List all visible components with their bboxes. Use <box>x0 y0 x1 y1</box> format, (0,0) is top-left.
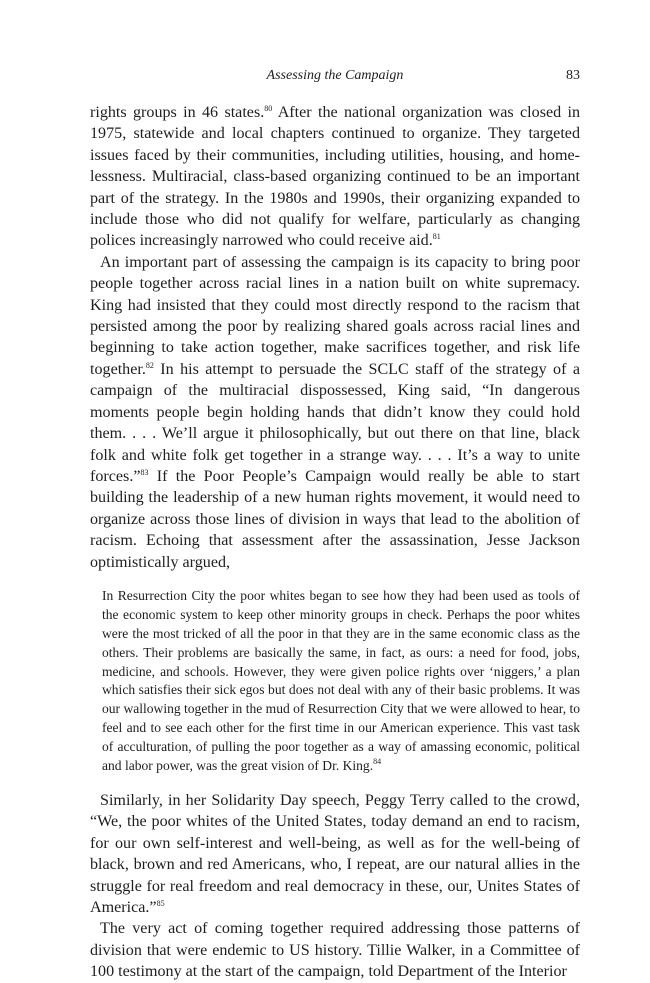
footnote-ref-82: 82 <box>145 360 154 370</box>
paragraph-text: After the national organization was closed in 1975, statewide and local chapters continued to organize. They targeted issues faced by their communities, including utilities, housing, and homelessness. Multiracial, class-based organizing continued to be an important part of the strategy. In the 1980s and 1990s, their organizing expanded to include those who did not qualify for welfare, particularly as changing polices increasingly narrowed who could receive aid. <box>90 104 581 250</box>
paragraph-text: An important part of assessing the campaign is its capacity to bring poor people together across racial lines in a nation built on white supremacy. King had insisted that they could most directly respond to the racism that persisted among the poor by realizing shared goals across racial lines and beginning to take action together, make sacrifices together, and risk life together. <box>90 253 580 378</box>
body-text <box>90 102 580 983</box>
page-number: 83 <box>566 68 580 83</box>
quote-text: In Resurrection City the poor whites began to see how they had been used as tools of the economic system to keep other minority groups in check. Perhaps the poor whites were the most tricked of all the poor in that they are in the same economic class as the others. Their problems are basically the same, in fact, as ours: a need for food, jobs, medicine, and schools. However, they were given police rights over ‘niggers,’ a plan which satisfies their sick egos but does not deal with any of their basic problems. It was our wallowing together in the mud of Resurrection City that we were allowed to hear, to feel and to see each other for the first time in our American experience. This vast task of acculturation, of pulling the poor together as a way of amassing economic, political and labor power, was the great vision of Dr. King. <box>102 587 580 774</box>
paragraph-peggy-terry <box>90 790 580 918</box>
paragraph-text: rights groups in 46 states. <box>90 104 265 121</box>
footnote-ref-80: 80 <box>264 104 273 113</box>
book-page <box>90 66 580 983</box>
block-quote <box>102 587 580 776</box>
footnote-ref-81: 81 <box>432 232 441 242</box>
footnote-ref-84: 84 <box>373 757 382 767</box>
paragraph-racial-lines <box>90 252 580 573</box>
footnote-ref-85: 85 <box>156 899 165 909</box>
paragraph-tillie-walker <box>90 918 580 982</box>
paragraph-text: Similarly, in her Solidarity Day speech, Peggy Terry called to the crowd, “We, the poor whites of the United States, today demand an end to racism, for our own self-interest and well-being, as well as for the well-being of black, brown and red Americans, who, I repeat, are our natural allies in the struggle for real freedom and real democracy in these, our, Unites States of America.” <box>90 792 580 917</box>
running-header <box>90 66 580 88</box>
paragraph-text: If the Poor People’s Campaign would really be able to start building the leadership of a new human rights movement, it would need to organize across those lines of division in ways that lead to the abolition of racism. Echoing that assessment after the assassination, Jesse Jackson optimistically argued, <box>90 467 580 571</box>
running-title: Assessing the Campaign <box>266 68 404 83</box>
paragraph-text: The very act of coming together required addressing those patterns of division that were endemic to US history. Tillie Walker, in a Committee of 100 testimony at the start of the campaign, told Department of the Interior <box>90 920 580 981</box>
paragraph-text: In his attempt to persuade the SCLC staff of the strategy of a campaign of the multiracial dispossessed, King said, “In dangerous moments people begin holding hands that didn’t know they could hold them. . . . We’ll argue it philosophically, but out there on that line, black folk and white folk get together in a strange way. . . . It’s a way to unite forces.” <box>90 360 580 485</box>
footnote-ref-83: 83 <box>140 467 149 477</box>
quote-paragraph <box>102 587 580 776</box>
paragraph-continuation <box>90 102 580 252</box>
